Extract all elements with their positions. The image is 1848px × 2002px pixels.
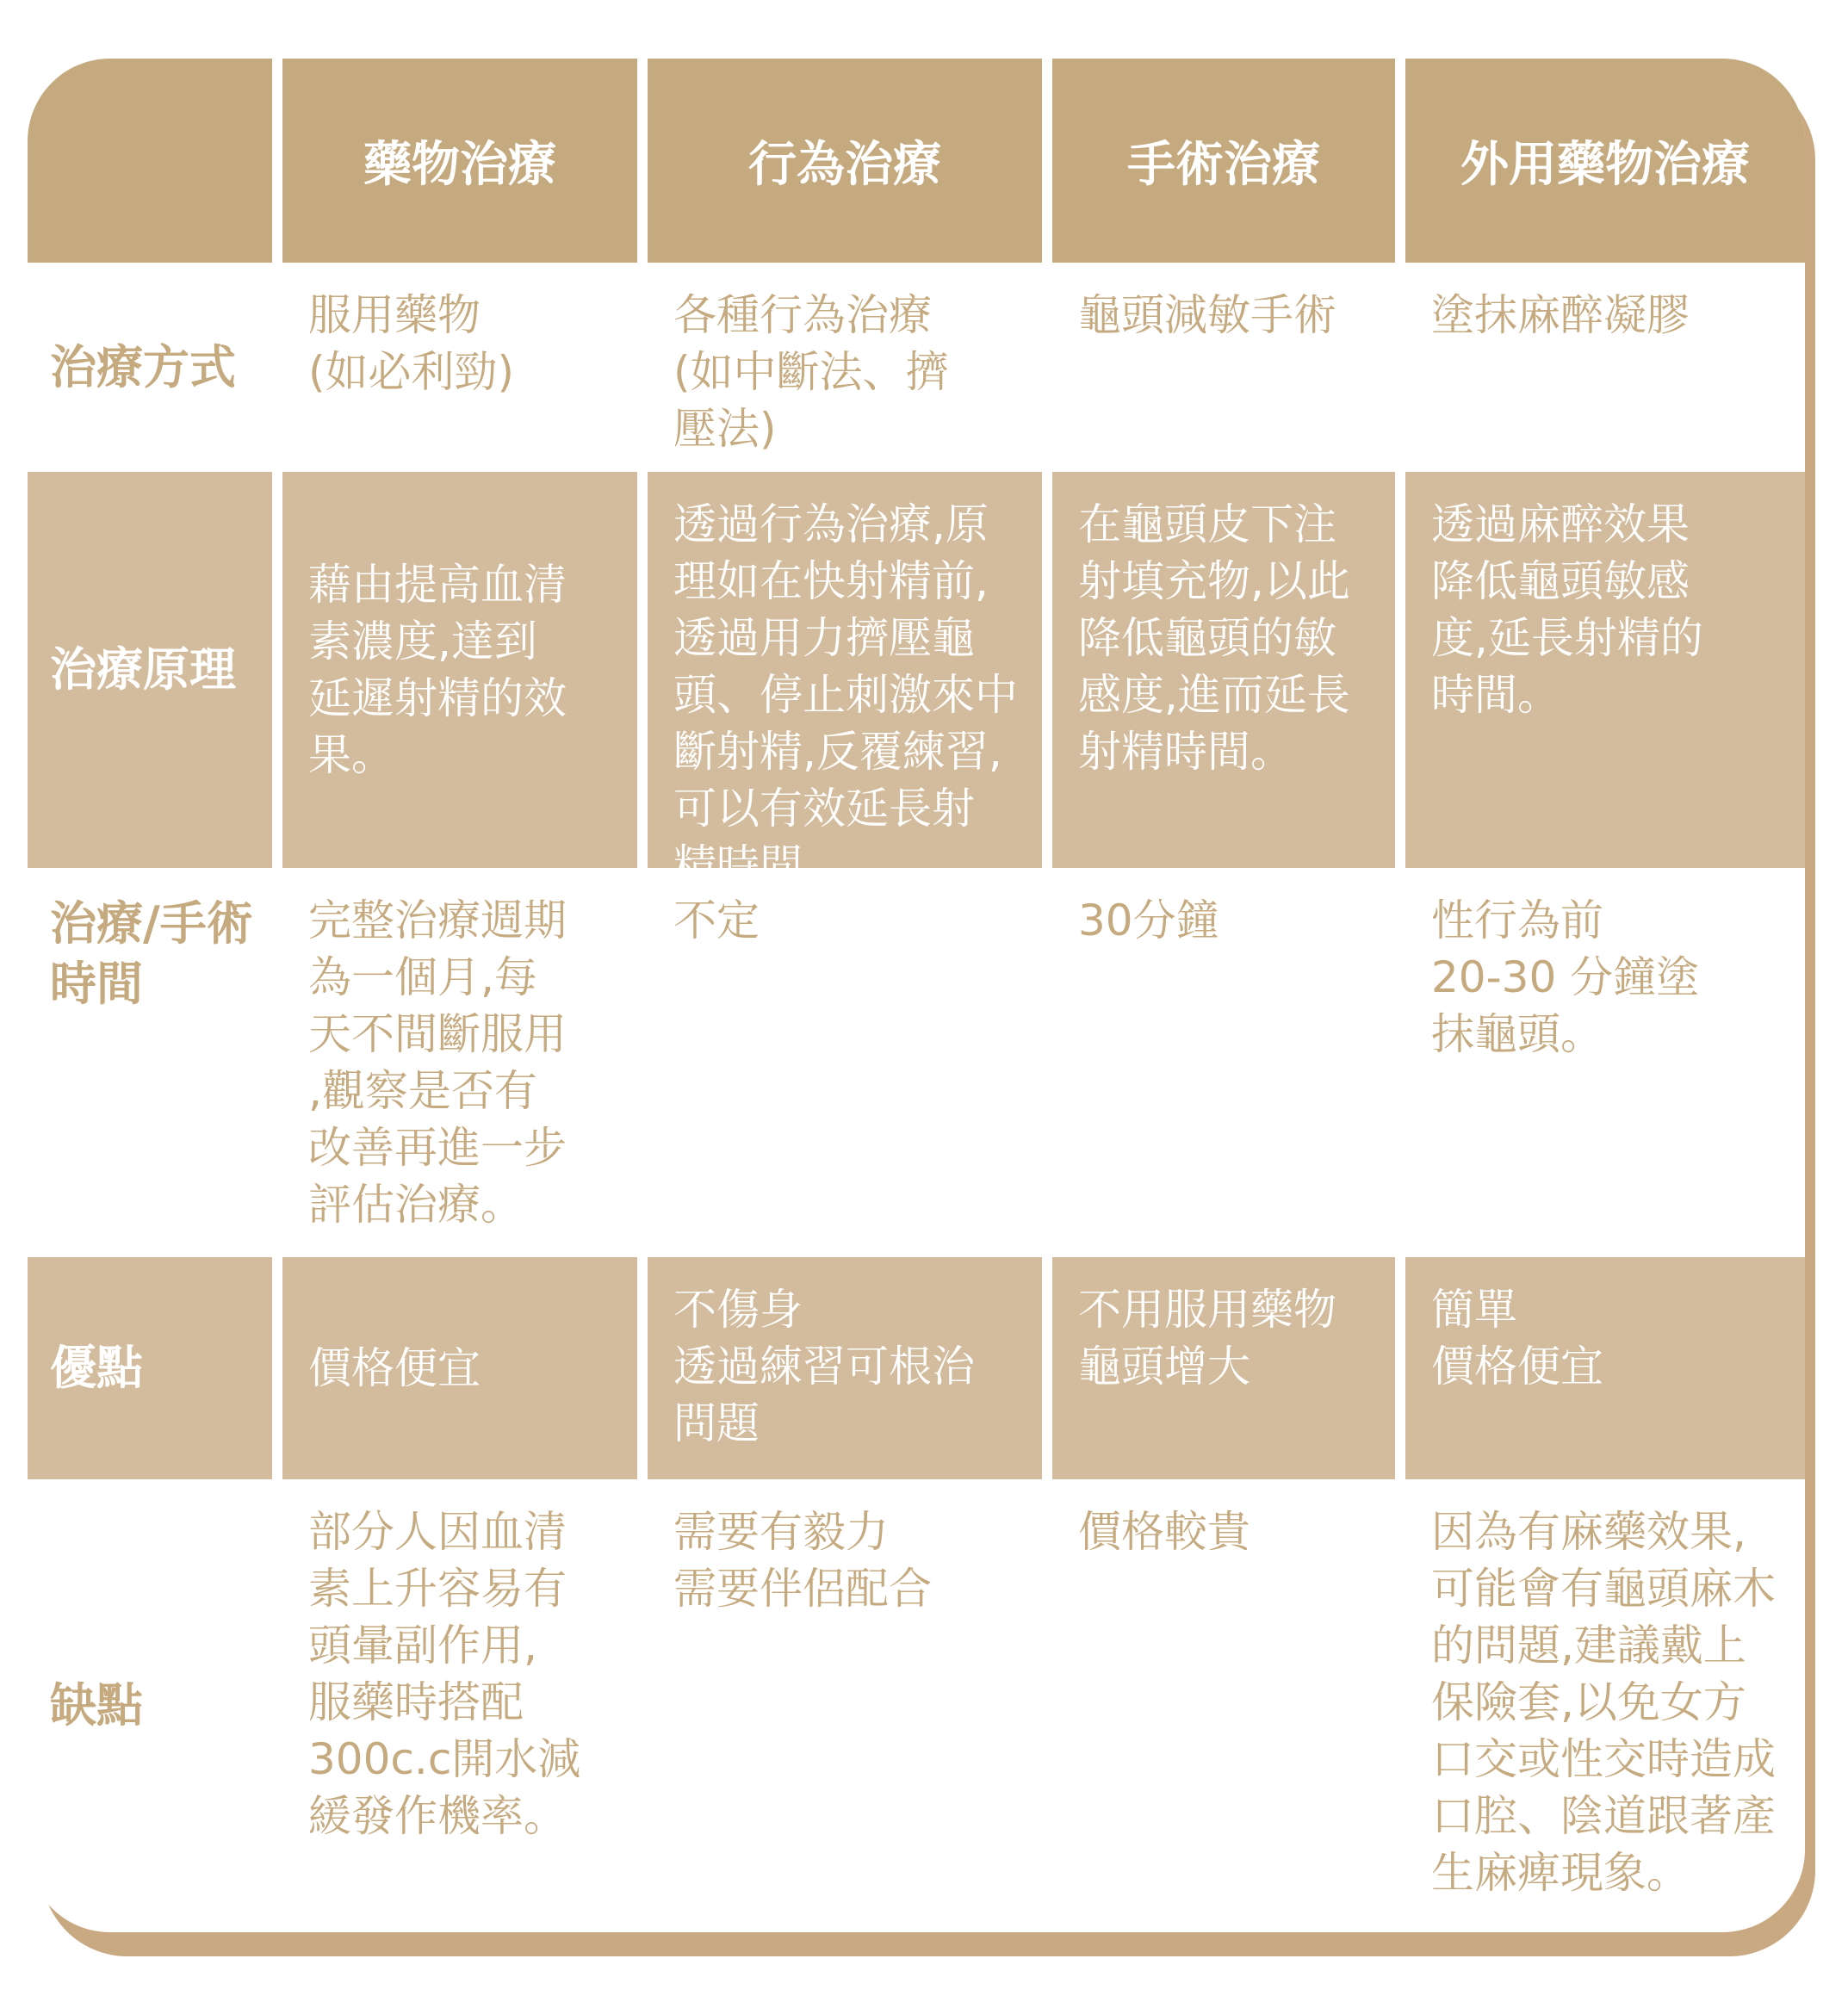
row-label-method: 治療方式 (50, 339, 236, 394)
cell-text (1078, 1503, 1381, 1560)
table-cell (1405, 868, 1805, 1257)
cell-line: 評估治療。 (308, 1180, 524, 1230)
table-cell (1405, 263, 1805, 472)
row-label-cons: 缺點 (50, 1678, 143, 1732)
cell-line: 問題 (673, 1398, 760, 1448)
row-label-pros: 優點 (28, 1257, 272, 1479)
column-header: 手術治療 (1052, 59, 1395, 263)
cell-line: 需要有毅力 (673, 1507, 889, 1557)
cell-line: 價格較貴 (1078, 1507, 1250, 1557)
cell-text (1431, 287, 1791, 344)
cell-line: 的問題,建議戴上 (1431, 1621, 1746, 1670)
cell-line: 各種行為治療 (673, 290, 932, 340)
cell-text (1431, 892, 1791, 1063)
cell-text (673, 287, 1028, 457)
cell-line: 改善再進一步 (308, 1123, 567, 1173)
cell-text (1078, 1281, 1381, 1395)
cell-line: 壓法) (673, 404, 777, 454)
cell-text (1431, 496, 1791, 723)
table-cell (282, 1479, 637, 1932)
table-cell (1052, 1479, 1395, 1932)
cell-line: 口交或性交時造成 (1431, 1734, 1776, 1784)
table-cell (282, 868, 637, 1257)
cell-line: 龜頭增大 (1078, 1342, 1250, 1391)
cell-line: 因為有麻藥效果, (1431, 1507, 1746, 1557)
cell-line: 頭暈副作用, (308, 1621, 537, 1670)
cell-line: 感度,進而延長 (1078, 670, 1350, 720)
cell-line: 不用服用藥物 (1078, 1285, 1336, 1335)
cell-line: 生麻痺現象。 (1431, 1848, 1690, 1898)
cell-line: 斷射精,反覆練習, (673, 727, 1002, 777)
cell-line: (如中斷法、擠 (673, 347, 949, 397)
cell-text (308, 1340, 481, 1397)
cell-line: 透過練習可根治 (673, 1342, 975, 1391)
table-cell (282, 263, 637, 472)
cell-text (673, 496, 1028, 894)
row-label-line: 治療/手術 (50, 896, 253, 951)
table-cell (648, 1479, 1042, 1932)
table-cell (1405, 472, 1805, 868)
cell-line: 果。 (308, 730, 394, 780)
column-header: 外用藥物治療 (1405, 59, 1805, 263)
cell-line: 降低龜頭的敏 (1078, 613, 1336, 663)
cell-line: 在龜頭皮下注 (1078, 499, 1336, 549)
cell-line: 需要伴侶配合 (673, 1564, 932, 1614)
cell-line: 射填充物,以此 (1078, 556, 1350, 606)
cell-line: 天不間斷服用 (308, 1009, 567, 1059)
cell-text (308, 1503, 623, 1844)
cell-line: 300c.c開水減 (308, 1734, 581, 1784)
cell-line: 緩發作機率。 (308, 1791, 567, 1841)
cell-line: 口腔、陰道跟著產 (1431, 1791, 1776, 1841)
row-label-line: 時間 (50, 957, 143, 1011)
header-corner (28, 59, 272, 263)
cell-line: 可以有效延長射 (673, 784, 975, 834)
cell-line: 藉由提高血清 (308, 560, 567, 610)
table-cell (648, 1257, 1042, 1479)
cell-line: 服用藥物 (308, 290, 481, 340)
cell-line: 價格便宜 (1431, 1342, 1603, 1391)
cell-line: 理如在快射精前, (673, 556, 989, 606)
cell-line: 素濃度,達到 (308, 617, 537, 666)
cell-text (308, 556, 567, 784)
cell-text (1078, 496, 1381, 780)
cell-text (308, 892, 623, 1233)
table-cell (1052, 263, 1395, 472)
cell-line: 性行為前 (1431, 896, 1603, 945)
comparison-table (28, 59, 1805, 1932)
cell-line: 頭、停止刺激來中 (673, 670, 1018, 720)
row-label-principle: 治療原理 (28, 472, 272, 868)
cell-line: 降低龜頭敏感 (1431, 556, 1690, 606)
table-cell (1405, 1257, 1805, 1479)
cell-line: 度,延長射精的 (1431, 613, 1703, 663)
cell-line: 延遲射精的效 (308, 673, 567, 723)
cell-line: 透過行為治療,原 (673, 499, 989, 549)
cell-line: 不傷身 (673, 1285, 803, 1335)
cell-line: 抹龜頭。 (1431, 1009, 1603, 1059)
table-cell (282, 472, 637, 868)
cell-text (1431, 1503, 1791, 1901)
row-label-duration (28, 868, 272, 1257)
cell-line: 塗抹麻醉凝膠 (1431, 290, 1690, 340)
cell-text (673, 1503, 1028, 1617)
cell-line: 不定 (673, 896, 760, 945)
table-cell (282, 1257, 637, 1479)
table-cell (648, 263, 1042, 472)
cell-line: 價格便宜 (308, 1343, 481, 1393)
cell-line: 時間。 (1431, 670, 1560, 720)
column-header: 藥物治療 (282, 59, 637, 263)
cell-line: ,觀察是否有 (308, 1066, 537, 1116)
cell-text (673, 1281, 1028, 1452)
cell-line: 透過麻醉效果 (1431, 499, 1690, 549)
cell-line: 服藥時搭配 (308, 1677, 524, 1727)
table-cell (1052, 472, 1395, 868)
table-cell (1052, 868, 1395, 1257)
cell-text (1078, 892, 1381, 949)
table-cell (1405, 1479, 1805, 1932)
cell-text (673, 892, 1028, 949)
cell-text (308, 287, 623, 400)
cell-line: 素上升容易有 (308, 1564, 567, 1614)
cell-line: 射精時間。 (1078, 727, 1293, 777)
table-cell (648, 868, 1042, 1257)
table-cell (1052, 1257, 1395, 1479)
cell-line: 可能會有龜頭麻木 (1431, 1564, 1776, 1614)
cell-line: 透過用力擠壓龜 (673, 613, 975, 663)
cell-line: 為一個月,每 (308, 952, 537, 1002)
cell-line: 完整治療週期 (308, 896, 567, 945)
cell-line: 保險套,以免女方 (1431, 1677, 1746, 1727)
column-header: 行為治療 (648, 59, 1042, 263)
cell-text (1431, 1281, 1791, 1395)
cell-line: 精時間。 (673, 840, 846, 890)
cell-line: 20-30 分鐘塗 (1431, 952, 1700, 1002)
table-cell (648, 472, 1042, 890)
cell-line: 30分鐘 (1078, 896, 1219, 945)
cell-line: 部分人因血清 (308, 1507, 567, 1557)
cell-line: 龜頭減敏手術 (1078, 290, 1336, 340)
cell-line: 簡單 (1431, 1285, 1517, 1335)
cell-text (1078, 287, 1381, 344)
cell-line: (如必利勁) (308, 347, 515, 397)
